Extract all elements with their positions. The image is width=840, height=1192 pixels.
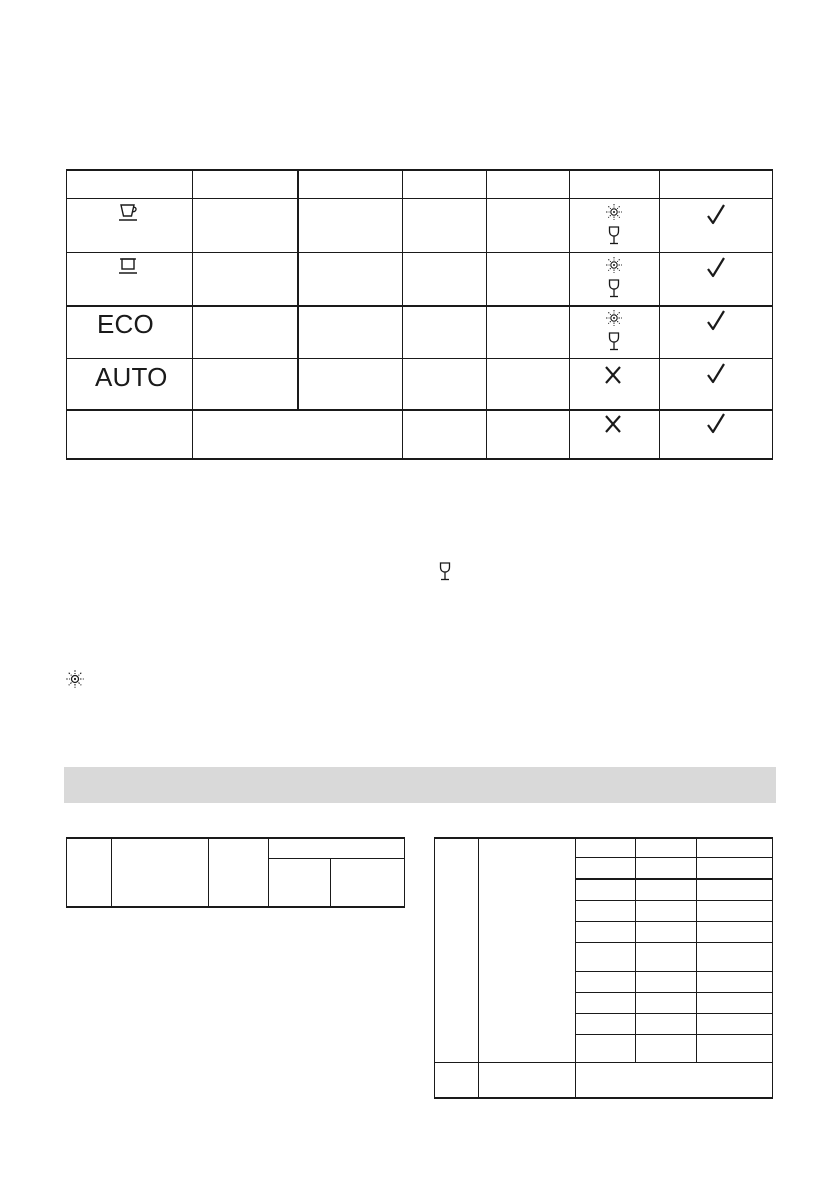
table-bottom-rule [66,458,773,460]
check-icon [705,256,727,280]
cup-saucer-icon [115,202,141,224]
program-label-eco: ECO [97,309,154,339]
small-table-subheader-rule [268,858,405,859]
table-col-rule [772,169,773,460]
table-row-rule [66,409,773,411]
hardness-table-row-rule [576,971,773,972]
hardness-table-row-rule [576,1034,773,1035]
table-top-rule [66,169,773,171]
glass-icon [610,227,619,244]
table-col-rule [297,169,299,410]
glass-icon [435,560,455,586]
table-col-rule [569,169,570,460]
hardness-table-bottom-rule [434,1097,773,1099]
hardness-table-col-rule [696,837,697,1063]
table-col-rule [66,169,67,460]
hardness-table-row-rule [434,1062,773,1063]
small-table-col-rule [208,837,209,908]
hardness-table-row-rule [576,921,773,922]
check-icon [705,362,727,386]
table-row-rule [66,252,773,253]
hardness-table-row-rule [576,942,773,943]
hardness-table-top-rule [434,837,773,839]
pot-icon [115,255,141,277]
hardness-table-row-rule [576,1013,773,1014]
sun-glass-icon-group [604,256,624,302]
program-label-auto: AUTO [95,362,168,392]
hardness-table-row-rule [576,992,773,993]
hardness-table-col-rule [575,837,576,1099]
hardness-table-row-rule [576,857,773,858]
check-icon [705,203,727,227]
sun-glass-icon-group [604,309,624,355]
table-row-rule [66,305,773,307]
small-table-col-rule [268,837,269,908]
sun-icon [606,310,622,326]
sun-glass-icon-group [604,203,624,249]
cross-icon [603,364,623,386]
section-header-band [64,767,776,803]
hardness-table-col-rule [635,837,636,1063]
table-row-rule [66,358,773,359]
sun-icon [606,204,622,220]
small-table-col-rule [66,837,67,908]
glass-icon [610,280,619,297]
cross-icon [603,413,623,435]
small-table-col-rule [111,837,112,908]
small-table-top-rule [66,837,405,839]
glass-icon [610,333,619,350]
table-col-rule [402,169,403,460]
small-table-col-rule [330,858,331,908]
check-icon [705,412,727,436]
table-col-rule [192,169,193,460]
hardness-table-row-rule [576,878,773,880]
sun-icon [606,257,622,273]
table-header-rule [66,198,773,199]
hardness-table-col-rule [478,837,479,1099]
small-table-col-rule [404,837,405,908]
sun-icon [64,669,86,689]
table-col-rule [659,169,660,460]
small-table-bottom-rule [66,906,405,908]
hardness-table-col-rule [772,837,773,1099]
check-icon [705,309,727,333]
hardness-table-row-rule [576,900,773,901]
table-col-rule [486,169,487,460]
hardness-table-col-rule [434,837,435,1099]
